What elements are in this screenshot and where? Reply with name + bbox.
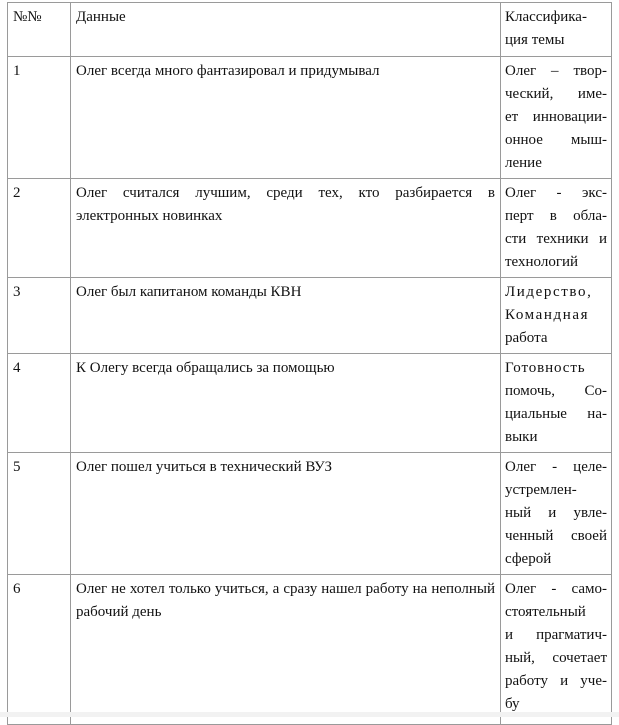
classification-line: устремлен- (505, 482, 577, 498)
classification-line: работу и уче- (505, 673, 607, 689)
classification-line: бу (505, 696, 520, 712)
classification-line: помочь, Со- (505, 383, 607, 399)
header-classification (501, 3, 612, 57)
row-classification (501, 453, 612, 575)
classification-line: перт в обла- (505, 208, 607, 224)
classification-line: ченный своей (505, 528, 607, 544)
classification-line: ет инновации- (505, 109, 607, 125)
header-classification-line: ция темы (505, 32, 565, 48)
classification-line: ный, сочетает (505, 650, 607, 666)
classification-line: ный и увле- (505, 505, 607, 521)
row-data (71, 179, 501, 278)
classification-line: работа (505, 330, 548, 346)
classification-line: Олег - само- (505, 581, 607, 597)
row-classification (501, 278, 612, 354)
classification-line: сферой (505, 551, 552, 567)
row-number: 2 (8, 179, 71, 278)
row-number: 6 (8, 575, 71, 725)
classification-line: ление (505, 155, 542, 171)
classification-table (7, 2, 612, 725)
row-data: К Олегу всегда обращались за помощью (71, 354, 501, 453)
classification-line: онное мыш- (505, 132, 607, 148)
classification-line: Командная (505, 307, 590, 323)
header-number: №№ (8, 3, 71, 57)
classification-line: циальные на- (505, 406, 607, 422)
classification-line: Олег - экс- (505, 185, 607, 201)
row-number: 1 (8, 57, 71, 179)
row-data: Олег был капитаном команды КВН (71, 278, 501, 354)
classification-line: технологий (505, 254, 579, 270)
classification-line: Лидерство, (505, 284, 593, 300)
classification-line: и прагматич- (505, 627, 607, 643)
row-data (71, 575, 501, 725)
classification-line: стоятельный (505, 604, 586, 620)
classification-line: Олег - целе- (505, 459, 607, 475)
table-header-row (8, 3, 612, 57)
classification-line: ческий, име- (505, 86, 607, 102)
row-number: 4 (8, 354, 71, 453)
classification-line: Готовность (505, 360, 586, 376)
row-number: 3 (8, 278, 71, 354)
table-row (8, 575, 612, 725)
row-classification (501, 575, 612, 725)
row-data: Олег всегда много фантазировал и придумывал (71, 57, 501, 179)
page-bottom-edge (0, 712, 619, 717)
classification-line: сти техники и (505, 231, 607, 247)
table-row (8, 453, 612, 575)
table-row (8, 354, 612, 453)
row-data-text: Олег не хотел только учиться, а сразу нашел работу на неполный рабочий день (76, 581, 495, 620)
table-row (8, 278, 612, 354)
table-row (8, 179, 612, 278)
header-classification-line: Классифика- (505, 9, 587, 25)
row-classification (501, 354, 612, 453)
row-number: 5 (8, 453, 71, 575)
header-data: Данные (71, 3, 501, 57)
row-classification (501, 179, 612, 278)
classification-line: выки (505, 429, 538, 445)
row-data: Олег пошел учиться в технический ВУЗ (71, 453, 501, 575)
classification-line: Олег – твор- (505, 63, 607, 79)
table-row (8, 57, 612, 179)
row-classification (501, 57, 612, 179)
row-data-text: Олег считался лучшим, среди тех, кто разбирается в электронных новинках (76, 185, 495, 224)
